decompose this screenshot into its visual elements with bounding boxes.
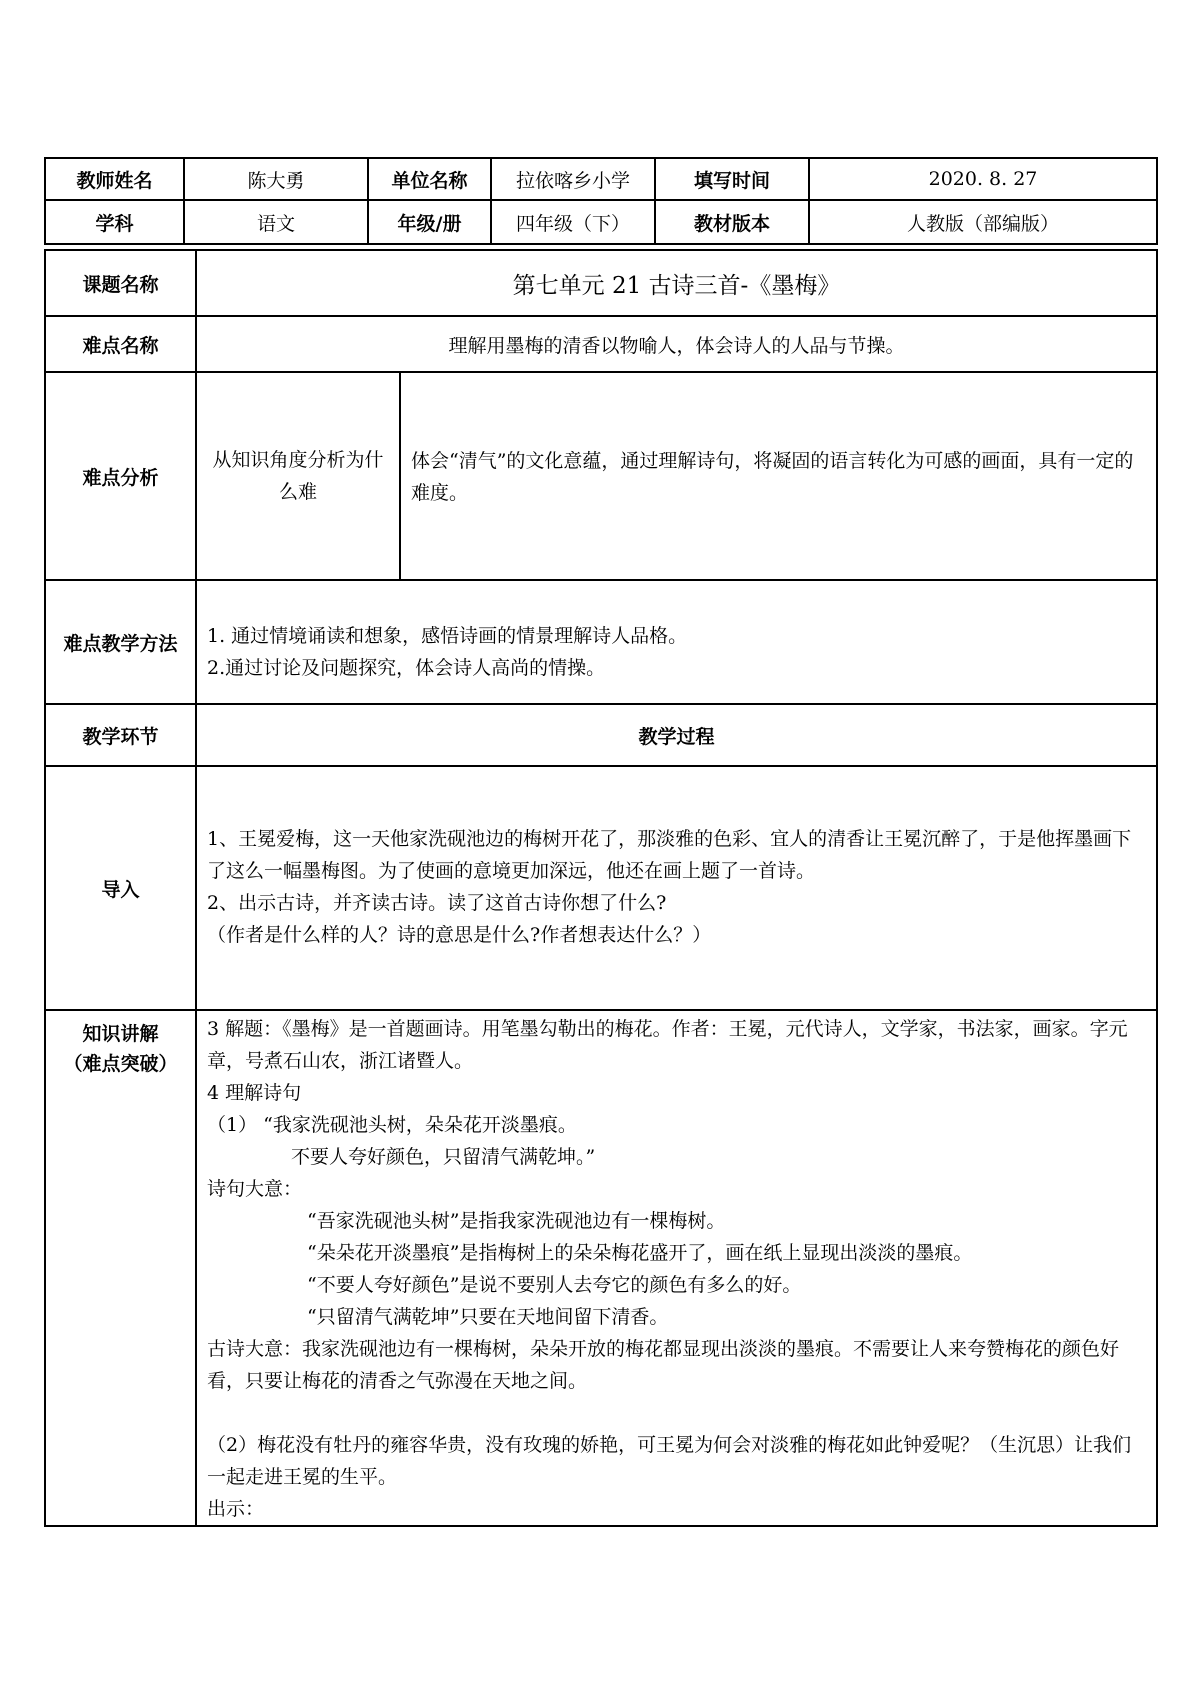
lesson-plan-form [44, 157, 1156, 1527]
knowledge-p10: 古诗大意：我家洗砚池边有一棵梅树，朵朵开放的梅花都显现出淡淡的墨痕。不需要让人来夸赞梅花的颜色好看，只要让梅花的清香之气弥漫在天地之间。 [207, 1338, 1120, 1392]
unit-label: 单位名称 [368, 158, 491, 200]
edition-value: 人教版（部编版） [809, 200, 1157, 244]
knowledge-p4: 不要人夸好颜色，只留清气满乾坤。” [291, 1146, 596, 1168]
analysis-label: 难点分析 [45, 372, 196, 580]
difficulty-label: 难点名称 [45, 316, 196, 372]
knowledge-spacer [207, 1397, 1146, 1429]
knowledge-label [45, 1010, 196, 1526]
knowledge-p7: “朵朵花开淡墨痕”是指梅树上的朵朵梅花盛开了，画在纸上显现出淡淡的墨痕。 [307, 1242, 973, 1264]
knowledge-p6: “吾家洗砚池头树”是指我家洗砚池边有一棵梅树。 [307, 1210, 726, 1232]
process-header-value: 教学过程 [196, 704, 1157, 766]
header-table [44, 157, 1158, 245]
knowledge-p12: 出示： [207, 1498, 265, 1520]
topic-label: 课题名称 [45, 250, 196, 316]
subject-label: 学科 [45, 200, 184, 244]
knowledge-p1: 3 解题：《墨梅》是一首题画诗。用笔墨勾勒出的梅花。作者：王冕，元代诗人，文学家，书法家，画家。字元章，号煮石山农，浙江诸暨人。 [207, 1018, 1128, 1072]
analysis-text: 体会“清气”的文化意蕴，通过理解诗句，将凝固的语言转化为可感的画面，具有一定的难度。 [400, 372, 1157, 580]
grade-label: 年级/册 [368, 200, 491, 244]
teacher-label: 教师姓名 [45, 158, 184, 200]
method-line-2: 2.通过讨论及问题探究，体会诗人高尚的情操。 [207, 657, 606, 679]
body-table [44, 249, 1158, 1527]
knowledge-p2: 4 理解诗句 [207, 1082, 302, 1104]
method-label: 难点教学方法 [45, 580, 196, 704]
date-label: 填写时间 [655, 158, 809, 200]
method-content [196, 580, 1157, 704]
intro-line-3: （作者是什么样的人？诗的意思是什么?作者想表达什么？） [207, 924, 712, 946]
knowledge-p8: “不要人夸好颜色”是说不要别人去夸它的颜色有多么的好。 [307, 1274, 802, 1296]
intro-line-1: 1、王冕爱梅，这一天他家洗砚池边的梅树开花了，那淡雅的色彩、宜人的清香让王冕沉醉了，于是他挥墨画下了这么一幅墨梅图。为了使画的意境更加深远，他还在画上题了一首诗。 [207, 828, 1132, 882]
intro-content [196, 766, 1157, 1010]
grade-value: 四年级（下） [491, 200, 655, 244]
teacher-value: 陈大勇 [184, 158, 368, 200]
knowledge-label-line-2: （难点突破） [63, 1053, 178, 1075]
unit-value: 拉依喀乡小学 [491, 158, 655, 200]
knowledge-p3: （1） “我家洗砚池头树，朵朵花开淡墨痕。 [207, 1114, 577, 1136]
knowledge-content [196, 1010, 1157, 1526]
analysis-sub-label: 从知识角度分析为什么难 [196, 372, 400, 580]
intro-line-2: 2、出示古诗，并齐读古诗。读了这首古诗你想了什么? [207, 892, 667, 914]
edition-label: 教材版本 [655, 200, 809, 244]
knowledge-p5: 诗句大意： [207, 1178, 303, 1200]
difficulty-value: 理解用墨梅的清香以物喻人，体会诗人的人品与节操。 [196, 316, 1157, 372]
knowledge-p9: “只留清气满乾坤”只要在天地间留下清香。 [307, 1306, 669, 1328]
knowledge-p11: （2）梅花没有牡丹的雍容华贵，没有玫瑰的娇艳，可王冕为何会对淡雅的梅花如此钟爱呢？（生沉思）让我们一起走进王冕的生平。 [207, 1434, 1132, 1488]
intro-label: 导入 [45, 766, 196, 1010]
process-header-label: 教学环节 [45, 704, 196, 766]
knowledge-label-line-1: 知识讲解 [82, 1023, 159, 1045]
topic-value: 第七单元 21 古诗三首-《墨梅》 [196, 250, 1157, 316]
method-line-1: 1. 通过情境诵读和想象，感悟诗画的情景理解诗人品格。 [207, 625, 688, 647]
date-value: 2020. 8. 27 [809, 158, 1157, 200]
subject-value: 语文 [184, 200, 368, 244]
